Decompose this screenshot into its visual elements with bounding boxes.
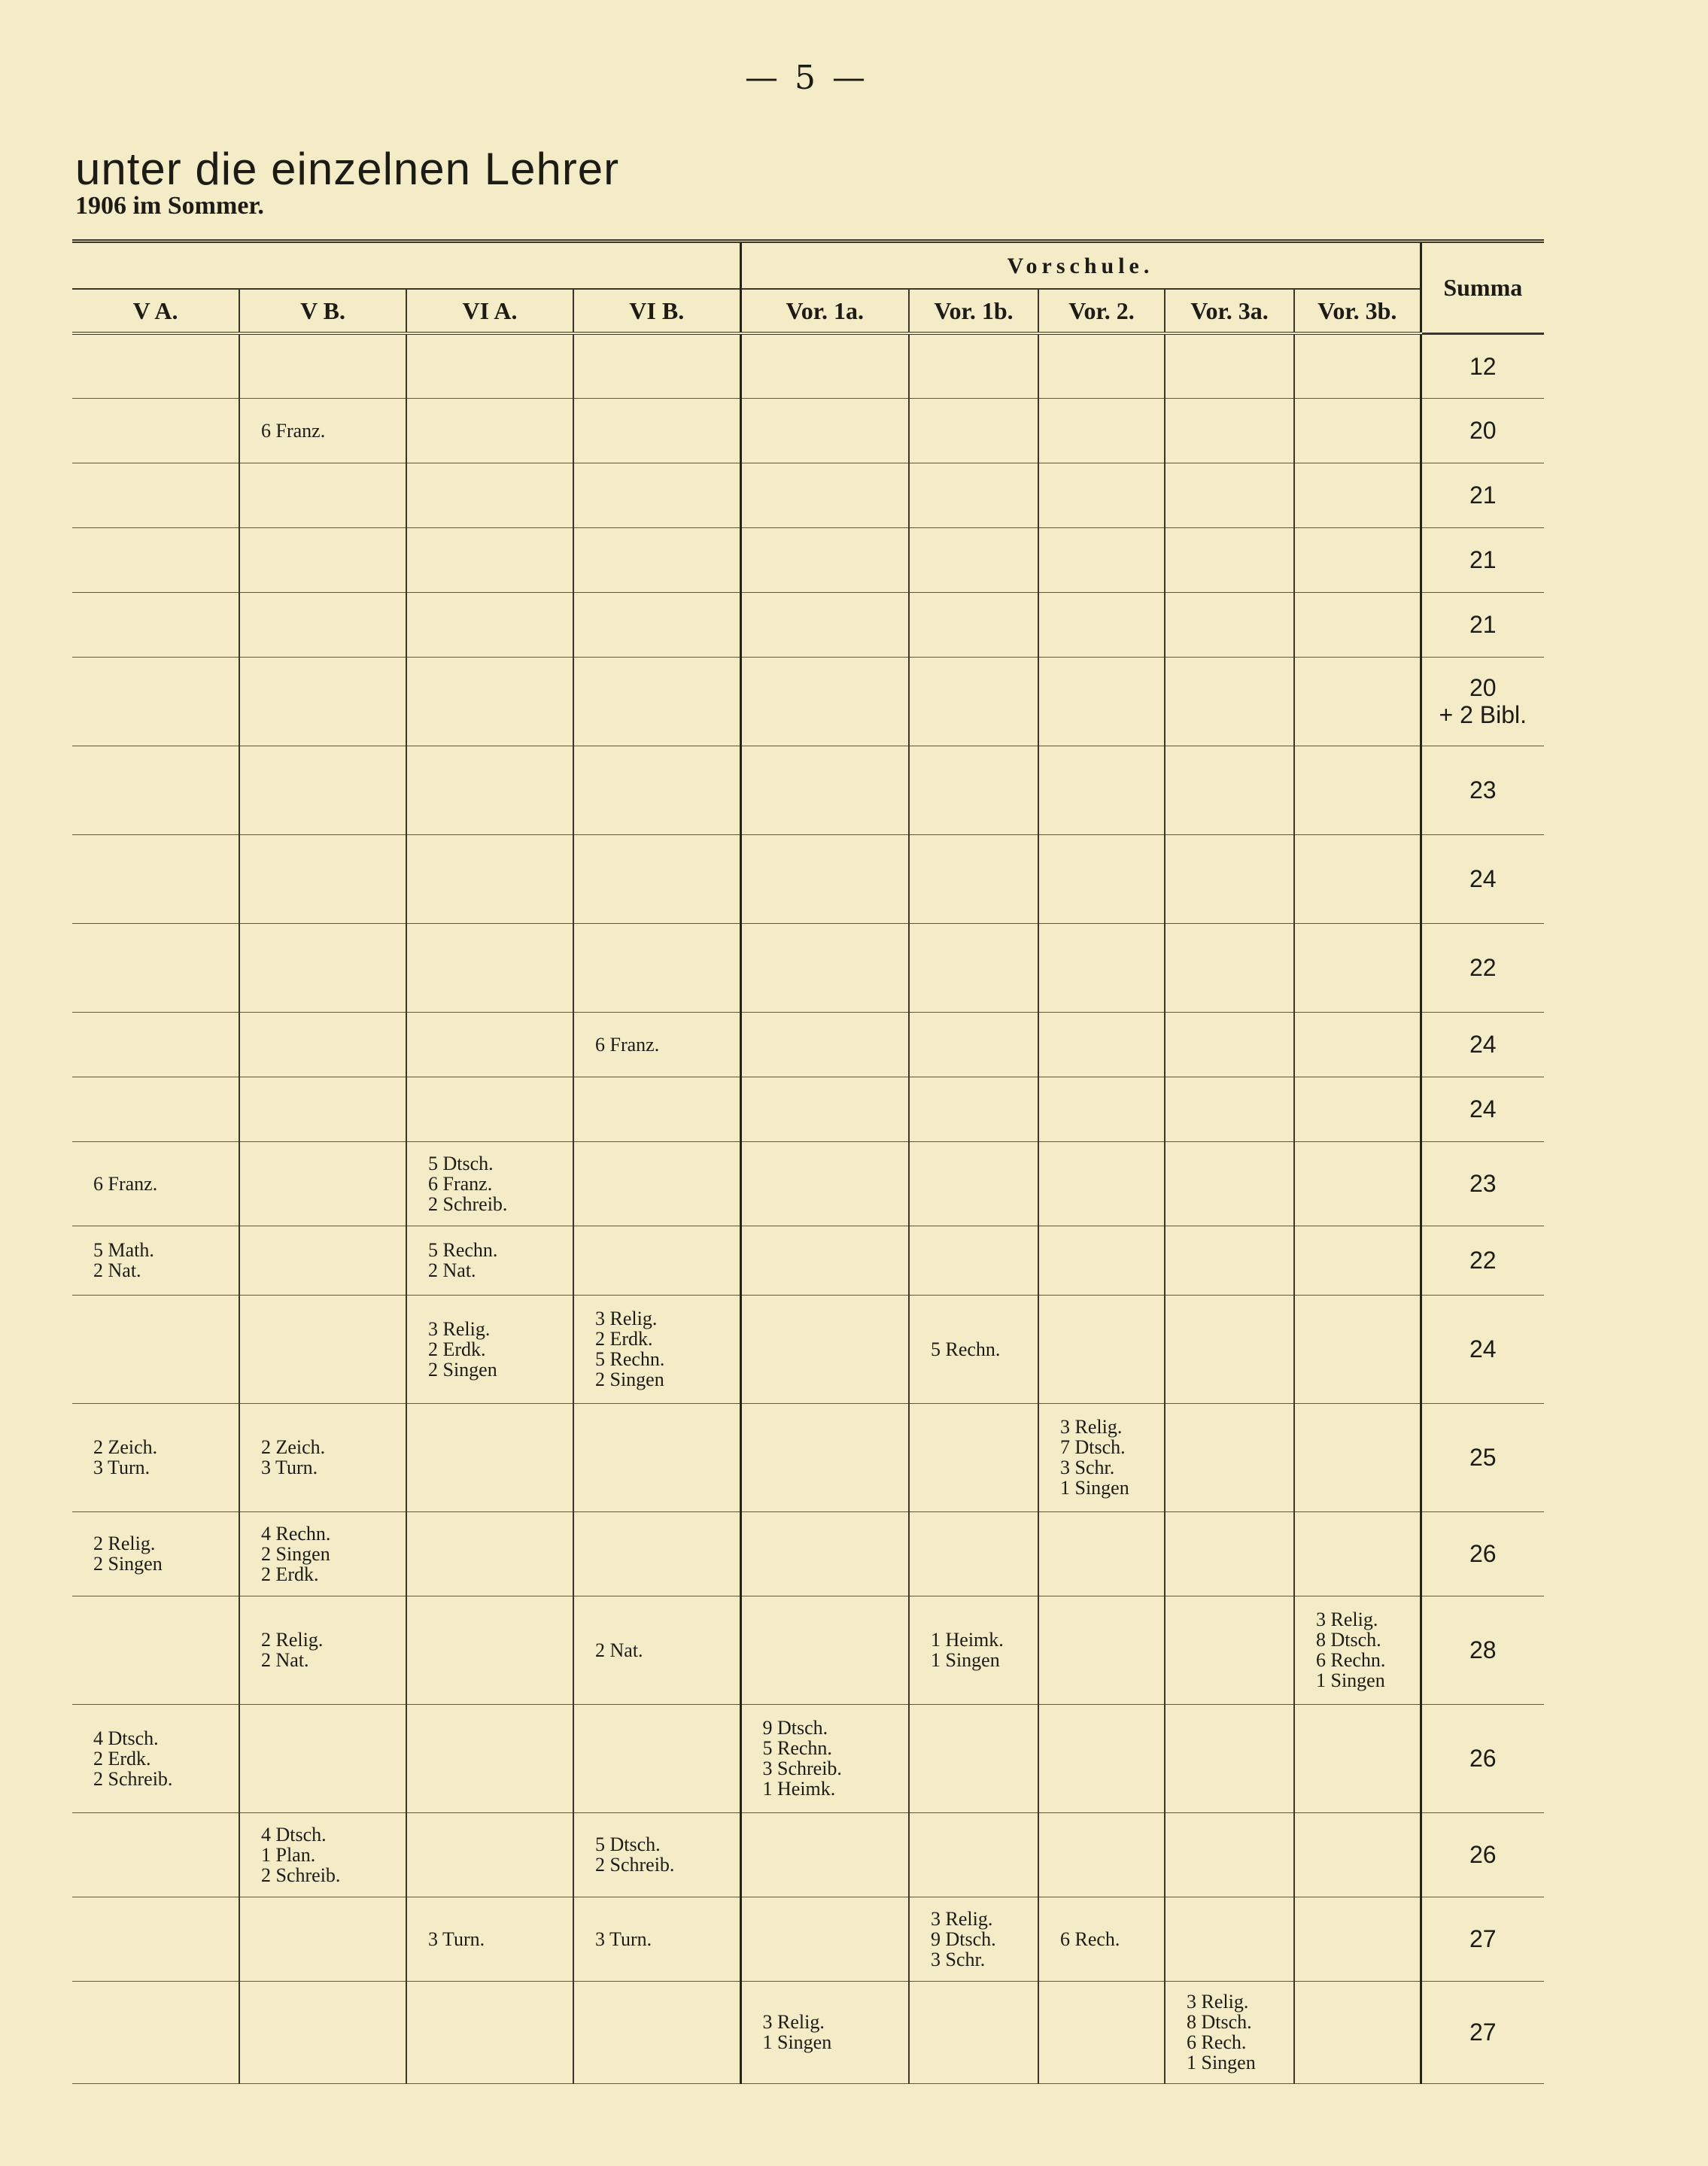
table-cell [239, 1077, 406, 1141]
table-cell [406, 1981, 573, 2083]
table-cell [406, 1511, 573, 1596]
table-cell [239, 1897, 406, 1981]
table-cell [1038, 1812, 1165, 1897]
table-cell [1165, 1141, 1294, 1226]
table-cell [573, 1704, 740, 1812]
table-cell [1294, 1141, 1421, 1226]
table-cell [909, 1403, 1038, 1511]
table-cell [406, 333, 573, 398]
table-row [72, 1141, 1544, 1226]
table-cell [1165, 1511, 1294, 1596]
table-cell [573, 657, 740, 746]
table-row [72, 1596, 1544, 1704]
table-cell [573, 333, 740, 398]
table-cell [1038, 834, 1165, 923]
table-cell [1294, 834, 1421, 923]
table-cell [1294, 1897, 1421, 1981]
table-cell [740, 746, 909, 834]
table-cell [740, 1012, 909, 1077]
summa-cell: 27 [1421, 1981, 1544, 2083]
table-cell [1294, 657, 1421, 746]
table-cell [573, 1981, 740, 2083]
table-row [72, 1077, 1544, 1141]
table-cell: 5 Rechn. [909, 1295, 1038, 1403]
table-cell [909, 527, 1038, 592]
table-cell [1165, 1295, 1294, 1403]
table-cell [1038, 923, 1165, 1012]
table-cell [1038, 592, 1165, 657]
table-row [72, 1226, 1544, 1295]
summa-cell: 21 [1421, 463, 1544, 527]
table-cell: 3 Relig. 2 Erdk. 2 Singen [406, 1295, 573, 1403]
summa-cell: 24 [1421, 1012, 1544, 1077]
table-cell [406, 1077, 573, 1141]
table-cell [1038, 1141, 1165, 1226]
table-cell: 3 Relig. 2 Erdk. 5 Rechn. 2 Singen [573, 1295, 740, 1403]
table-cell [1038, 1596, 1165, 1704]
summa-cell: 26 [1421, 1704, 1544, 1812]
table-cell [740, 398, 909, 463]
table-cell [909, 1812, 1038, 1897]
summa-cell: 21 [1421, 592, 1544, 657]
table-cell [740, 657, 909, 746]
table-cell [909, 1077, 1038, 1141]
table-cell [909, 1226, 1038, 1295]
table-cell [72, 1012, 239, 1077]
table-cell [72, 463, 239, 527]
table-cell [72, 834, 239, 923]
table-cell [1038, 527, 1165, 592]
table-cell [740, 1141, 909, 1226]
table-cell: 4 Rechn. 2 Singen 2 Erdk. [239, 1511, 406, 1596]
table-cell: 6 Rech. [1038, 1897, 1165, 1981]
table-cell [239, 592, 406, 657]
table-cell [1165, 746, 1294, 834]
table-row [72, 398, 1544, 463]
table-cell [1038, 1226, 1165, 1295]
table-cell [239, 1295, 406, 1403]
table-cell [1038, 398, 1165, 463]
table-cell [1165, 1077, 1294, 1141]
table-cell: 3 Turn. [406, 1897, 573, 1981]
table-cell [239, 1012, 406, 1077]
column-header: V B. [239, 289, 406, 333]
table-cell [1165, 923, 1294, 1012]
table-cell [406, 1012, 573, 1077]
table-cell [1038, 1981, 1165, 2083]
table-cell [909, 923, 1038, 1012]
table-cell [406, 834, 573, 923]
table-cell: 2 Relig. 2 Singen [72, 1511, 239, 1596]
summa-cell: 22 [1421, 923, 1544, 1012]
table-cell [573, 1511, 740, 1596]
table-cell [239, 657, 406, 746]
summa-cell: 20 + 2 Bibl. [1421, 657, 1544, 746]
table-cell [72, 333, 239, 398]
table-cell [406, 923, 573, 1012]
column-header: VI A. [406, 289, 573, 333]
table-cell [72, 1295, 239, 1403]
table-cell [1038, 657, 1165, 746]
table-cell [1165, 463, 1294, 527]
table-cell: 4 Dtsch. 2 Erdk. 2 Schreib. [72, 1704, 239, 1812]
table-cell [909, 746, 1038, 834]
table-cell: 6 Franz. [239, 398, 406, 463]
table-cell: 2 Nat. [573, 1596, 740, 1704]
summa-cell: 12 [1421, 333, 1544, 398]
table-cell [573, 463, 740, 527]
table-row [72, 1511, 1544, 1596]
page-subtitle: 1906 im Sommer. [75, 192, 264, 220]
table-cell: 3 Relig. 7 Dtsch. 3 Schr. 1 Singen [1038, 1403, 1165, 1511]
table-cell [1294, 1012, 1421, 1077]
table-cell [909, 592, 1038, 657]
table-row [72, 1704, 1544, 1812]
table-row [72, 527, 1544, 592]
table-cell: 3 Relig. 8 Dtsch. 6 Rech. 1 Singen [1165, 1981, 1294, 2083]
table-cell [1165, 1897, 1294, 1981]
table-cell [1294, 1511, 1421, 1596]
table-cell [909, 1012, 1038, 1077]
table-cell [740, 1226, 909, 1295]
table-cell: 5 Dtsch. 6 Franz. 2 Schreib. [406, 1141, 573, 1226]
table-cell: 3 Relig. 8 Dtsch. 6 Rechn. 1 Singen [1294, 1596, 1421, 1704]
table-cell: 2 Relig. 2 Nat. [239, 1596, 406, 1704]
table-row [72, 463, 1544, 527]
table-cell: 4 Dtsch. 1 Plan. 2 Schreib. [239, 1812, 406, 1897]
table-cell [406, 746, 573, 834]
table-cell [573, 746, 740, 834]
table-cell: 2 Zeich. 3 Turn. [72, 1403, 239, 1511]
page-number: — 5 — [745, 59, 868, 97]
table-cell [1294, 1981, 1421, 2083]
table-cell [406, 463, 573, 527]
table-cell [1294, 1295, 1421, 1403]
summa-cell: 28 [1421, 1596, 1544, 1704]
table-cell [72, 398, 239, 463]
table-cell [740, 1403, 909, 1511]
table-row [72, 746, 1544, 834]
table-cell [1294, 1812, 1421, 1897]
table-cell [740, 1295, 909, 1403]
table-cell [1165, 1226, 1294, 1295]
table-cell [740, 463, 909, 527]
table-cell [1038, 746, 1165, 834]
table-cell [1038, 1511, 1165, 1596]
table-cell [72, 657, 239, 746]
table-cell [909, 657, 1038, 746]
table-row [72, 592, 1544, 657]
table-cell [1038, 1077, 1165, 1141]
summa-cell: 24 [1421, 1295, 1544, 1403]
table-cell: 6 Franz. [72, 1141, 239, 1226]
table-cell [72, 1897, 239, 1981]
table-cell [1294, 592, 1421, 657]
table-cell [573, 1077, 740, 1141]
table-cell [406, 592, 573, 657]
summa-cell: 21 [1421, 527, 1544, 592]
summa-cell: 22 [1421, 1226, 1544, 1295]
table-cell [1294, 746, 1421, 834]
table-cell [740, 834, 909, 923]
table-cell [1165, 527, 1294, 592]
table-cell: 2 Zeich. 3 Turn. [239, 1403, 406, 1511]
table-cell [573, 527, 740, 592]
table-cell: 3 Relig. 9 Dtsch. 3 Schr. [909, 1897, 1038, 1981]
summa-cell: 23 [1421, 1141, 1544, 1226]
table-cell [72, 1596, 239, 1704]
table-row [72, 333, 1544, 398]
table-cell [406, 398, 573, 463]
table-cell [1294, 463, 1421, 527]
table-cell [740, 592, 909, 657]
column-header: Vor. 1b. [909, 289, 1038, 333]
table-cell [909, 1141, 1038, 1226]
teacher-distribution-table [72, 239, 1544, 2084]
table-cell [1294, 398, 1421, 463]
table-cell [239, 834, 406, 923]
table-cell [406, 657, 573, 746]
table-cell [1294, 1403, 1421, 1511]
table-cell [239, 1981, 406, 2083]
table-cell [573, 1226, 740, 1295]
table-row [72, 657, 1544, 746]
table-cell [909, 463, 1038, 527]
summa-cell: 26 [1421, 1511, 1544, 1596]
table-cell: 1 Heimk. 1 Singen [909, 1596, 1038, 1704]
table-cell [72, 746, 239, 834]
table-cell [1165, 1403, 1294, 1511]
table-cell [72, 1981, 239, 2083]
header-blank [72, 242, 740, 290]
column-header: Vor. 2. [1038, 289, 1165, 333]
table-cell [740, 923, 909, 1012]
table-cell [573, 923, 740, 1012]
table-cell [909, 1704, 1038, 1812]
table-cell [1294, 1704, 1421, 1812]
table-row [72, 1012, 1544, 1077]
table-cell [1165, 333, 1294, 398]
table-cell [239, 1704, 406, 1812]
table-cell [239, 923, 406, 1012]
column-header: V A. [72, 289, 239, 333]
table-cell [740, 1511, 909, 1596]
summa-cell: 24 [1421, 834, 1544, 923]
table-cell [406, 527, 573, 592]
table-cell [406, 1403, 573, 1511]
table-cell [740, 527, 909, 592]
table-cell [72, 1812, 239, 1897]
summa-cell: 27 [1421, 1897, 1544, 1981]
table-cell [239, 746, 406, 834]
table-cell [1165, 1812, 1294, 1897]
table-cell [72, 592, 239, 657]
summa-cell: 20 [1421, 398, 1544, 463]
table-cell [1038, 1012, 1165, 1077]
summa-cell: 23 [1421, 746, 1544, 834]
table-cell [72, 1077, 239, 1141]
table-cell [1165, 398, 1294, 463]
table-cell [239, 527, 406, 592]
table-cell [573, 1141, 740, 1226]
table-cell [909, 333, 1038, 398]
table-cell: 3 Turn. [573, 1897, 740, 1981]
table-cell [72, 923, 239, 1012]
table-cell [1165, 1704, 1294, 1812]
table-cell: 5 Rechn. 2 Nat. [406, 1226, 573, 1295]
table-cell [1165, 1012, 1294, 1077]
table-cell [1294, 527, 1421, 592]
table-cell [909, 1511, 1038, 1596]
header-summa: Summa [1421, 242, 1544, 334]
table-cell: 6 Franz. [573, 1012, 740, 1077]
table-cell [1165, 834, 1294, 923]
table-cell [909, 398, 1038, 463]
summa-cell: 25 [1421, 1403, 1544, 1511]
table-cell [406, 1704, 573, 1812]
table-cell [573, 592, 740, 657]
table-cell [573, 834, 740, 923]
table-cell [239, 463, 406, 527]
table-cell [573, 1403, 740, 1511]
table-row [72, 1981, 1544, 2083]
table-cell [1165, 657, 1294, 746]
column-header: Vor. 1a. [740, 289, 909, 333]
table-row [72, 923, 1544, 1012]
table-cell [1038, 333, 1165, 398]
table-cell [239, 1141, 406, 1226]
table-cell [1294, 923, 1421, 1012]
table-cell: 9 Dtsch. 5 Rechn. 3 Schreib. 1 Heimk. [740, 1704, 909, 1812]
table-cell [740, 333, 909, 398]
table-cell [1165, 1596, 1294, 1704]
table-cell [740, 1812, 909, 1897]
table-cell [1038, 463, 1165, 527]
table-cell [1165, 592, 1294, 657]
table-cell: 5 Math. 2 Nat. [72, 1226, 239, 1295]
table-cell [239, 1226, 406, 1295]
table-row [72, 1295, 1544, 1403]
table-cell [1038, 1704, 1165, 1812]
table-cell [740, 1077, 909, 1141]
table-cell [406, 1596, 573, 1704]
table-cell [1294, 333, 1421, 398]
table-cell [909, 834, 1038, 923]
column-header: Vor. 3b. [1294, 289, 1421, 333]
table-cell [740, 1596, 909, 1704]
page-title: unter die einzelnen Lehrer [75, 144, 620, 194]
table-cell [1294, 1077, 1421, 1141]
table-cell: 5 Dtsch. 2 Schreib. [573, 1812, 740, 1897]
table-row [72, 834, 1544, 923]
table-cell: 3 Relig. 1 Singen [740, 1981, 909, 2083]
table-cell [740, 1897, 909, 1981]
column-header: VI B. [573, 289, 740, 333]
column-header: Vor. 3a. [1165, 289, 1294, 333]
table-cell [573, 398, 740, 463]
table-row [72, 1812, 1544, 1897]
table-cell [1294, 1226, 1421, 1295]
table-row [72, 1403, 1544, 1511]
summa-cell: 24 [1421, 1077, 1544, 1141]
table-cell [239, 333, 406, 398]
header-vorschule: Vorschule. [740, 242, 1421, 290]
table-cell [72, 527, 239, 592]
table-row [72, 1897, 1544, 1981]
table-cell [1038, 1295, 1165, 1403]
summa-cell: 26 [1421, 1812, 1544, 1897]
table-cell [909, 1981, 1038, 2083]
table-cell [406, 1812, 573, 1897]
